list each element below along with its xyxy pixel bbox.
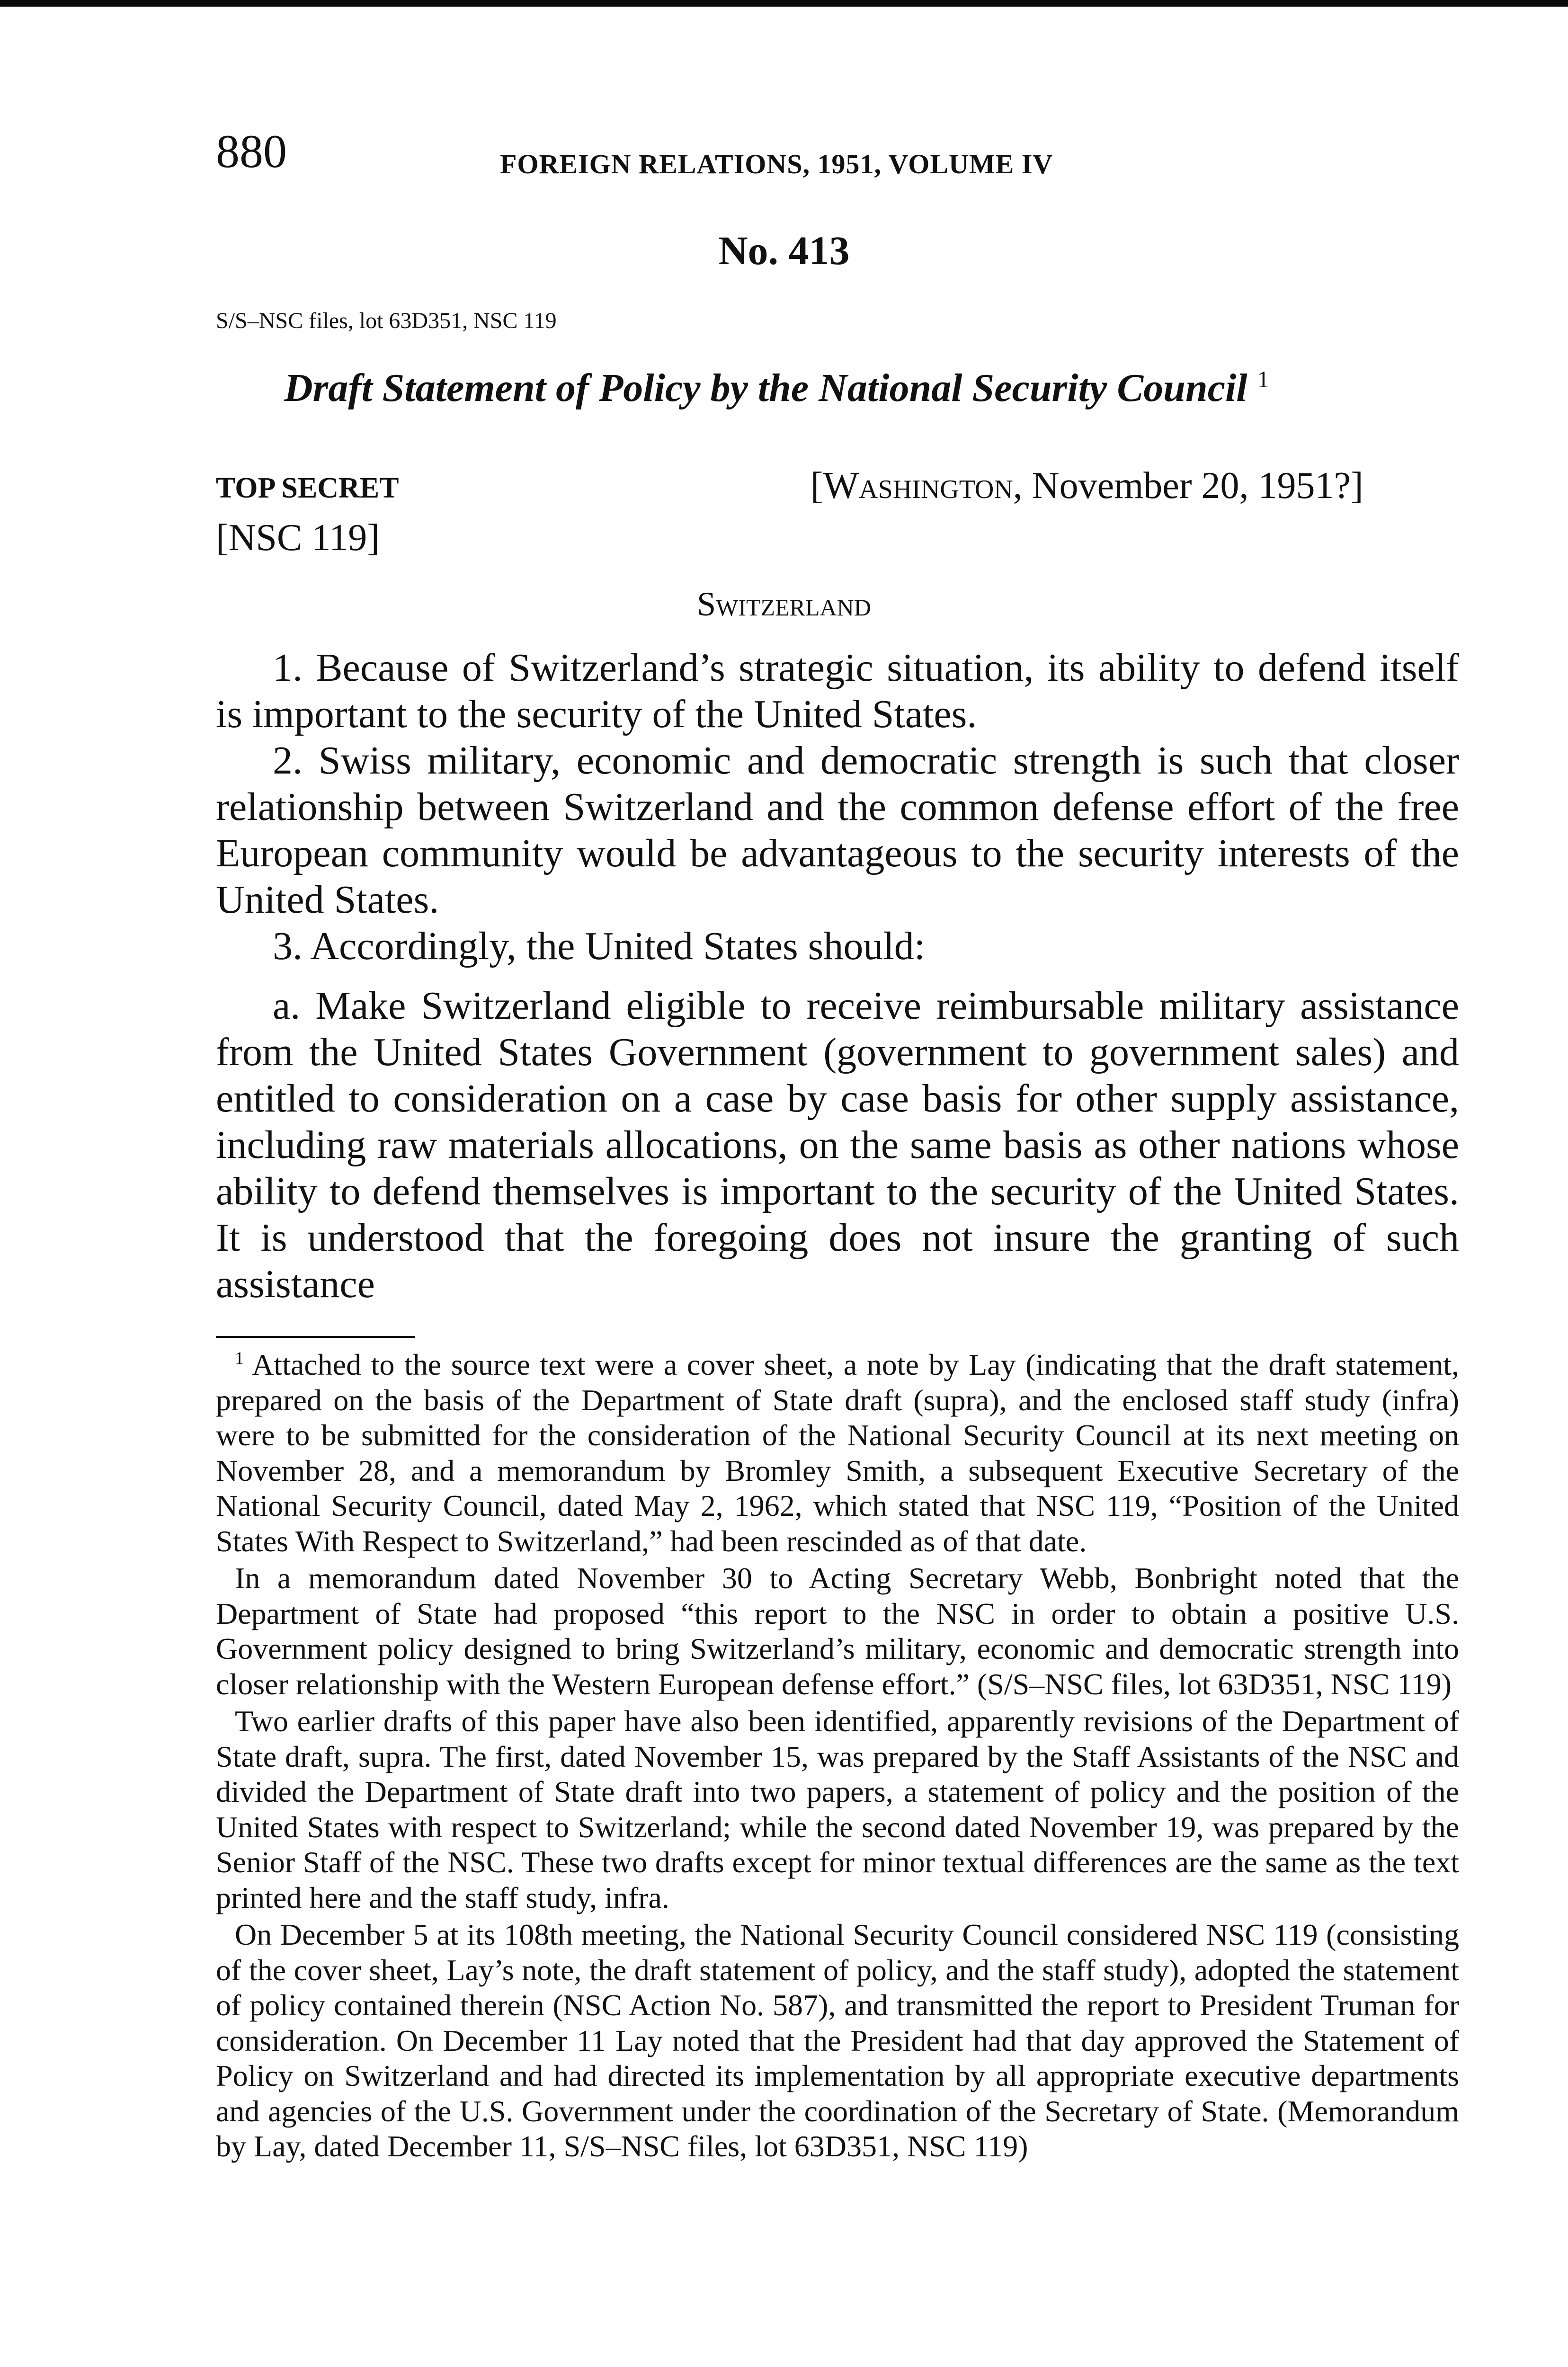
section-heading: Switzerland (697, 585, 871, 623)
dateline-open: [ (811, 465, 823, 507)
running-head: FOREIGN RELATIONS, 1951, VOLUME IV (500, 149, 1053, 179)
paragraph-3a: a. Make Switzerland eligible to receive reimbursable military assistance from the United States Government (government to government sales) and entitled to consideration on a case by case basis for other supply assistance, including raw materials allocations, on the same basis as other nations whose ability to defend themselves is important to the security of the United States. It is understood that the foregoing does not insure the granting of such assistance (216, 984, 1459, 1306)
footnote-paragraph-4: On December 5 at its 108th meeting, the National Security Council considered NSC 119 (consisting of the cover sheet, Lay’s note, the draft statement of policy, and the staff study), adopted the statement of policy contained therein (NSC Action No. 587), and transmitted the report to President Truman for consideration. On December 11 Lay noted that the President had that day approved the Statement of Policy on Switzerland and had directed its implementation by all appropriate executive departments and agencies of the U.S. Government under the coordination of the Secretary of State. (Memorandum by Lay, dated December 11, S/S–NSC files, lot 63D351, NSC 119) (216, 1918, 1459, 2163)
footnote-paragraph-2: In a memorandum dated November 30 to Acting Secretary Webb, Bonbright noted that the Department of State had proposed “this report to the NSC in order to obtain a positive U.S. Government policy designed to bring Switzerland’s military, economic and democratic strength into closer relationship with the Western European defense effort.” (S/S–NSC files, lot 63D351, NSC 119) (216, 1561, 1459, 1701)
source-note: S/S–NSC files, lot 63D351, NSC 119 (216, 308, 557, 333)
document-title-text: Draft Statement of Policy by the National Security Council (284, 366, 1247, 410)
top-border (0, 0, 1568, 7)
dateline (811, 467, 1363, 505)
document-number: No. 413 (718, 228, 850, 273)
paragraph-2: 2. Swiss military, economic and democratic strength is such that closer relationship between Switzerland and the common defense effort of the free European community would be advantageous to the security interests of the United States. (216, 739, 1459, 922)
footnote-marker: 1 (235, 1348, 244, 1369)
paragraph-1: 1. Because of Switzerland’s strategic situation, its ability to defend itself is important to the security of the United States. (216, 646, 1459, 736)
footnote-divider (216, 1336, 415, 1338)
footnote-paragraph-3: Two earlier drafts of this paper have also been identified, apparently revisions of the Department of State draft, supra. The first, dated November 15, was prepared by the Staff Assistants of the NSC and divided the Department of State draft into two papers, a statement of policy and the position of the United States with respect to Switzerland; while the second dated November 19, was prepared by the Senior Staff of the NSC. These two drafts except for minor textual differences are the same as the text printed here and the staff study, infra. (216, 1704, 1459, 1914)
classification-label: TOP SECRET (216, 472, 399, 504)
dateline-place: Washington (823, 465, 1013, 507)
document-title (284, 367, 1269, 408)
policy-text (216, 645, 1459, 1308)
footnote-text-1: Attached to the source text were a cover sheet, a note by Lay (indicating that the draft statement, prepared on the basis of the Department of State draft (supra), and the enclosed staff study (infra) were to be submitted for the consideration of the National Security Council at its next meeting on November 28, and a memorandum by Bromley Smith, a subsequent Executive Secretary of the National Security Council, dated May 2, 1962, which stated that NSC 119, “Position of the United States With Respect to Switzerland,” had been rescinded as of that date. (216, 1348, 1460, 1558)
footnotes (216, 1347, 1459, 2166)
page-number: 880 (216, 125, 287, 178)
dateline-date: , November 20, 1951?] (1013, 465, 1363, 507)
footnote-paragraph-1 (216, 1347, 1459, 1559)
paragraph-3: 3. Accordingly, the United States should: (273, 924, 926, 968)
nsc-number: [NSC 119] (216, 517, 380, 559)
footnote-ref: 1 (1257, 366, 1269, 392)
